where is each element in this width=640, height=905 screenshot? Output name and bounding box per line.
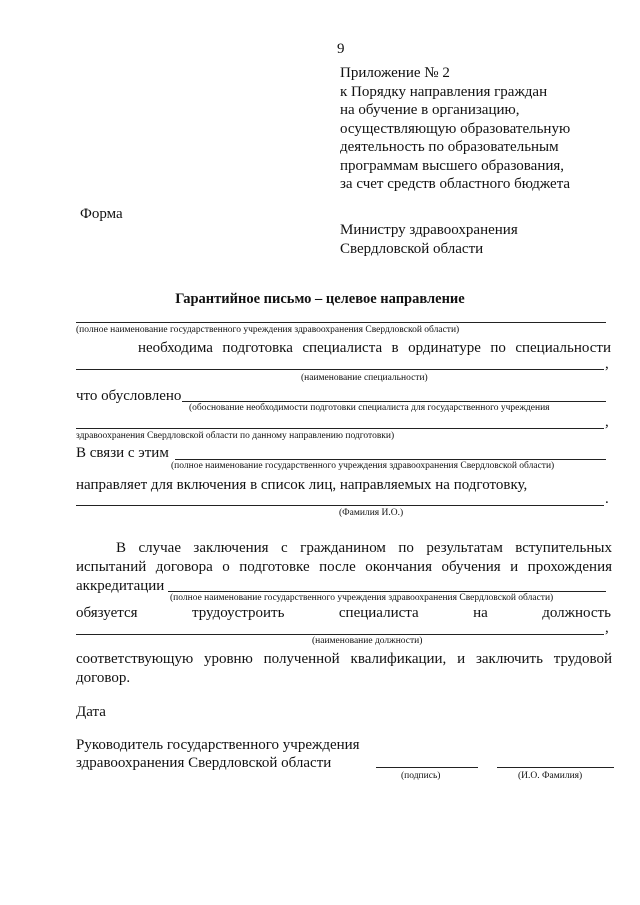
comma: , (605, 414, 609, 430)
hint-justification-2: здравоохранения Свердловской области по данному направлению подготовки) (76, 431, 395, 441)
signature-title-line: Руководитель государственного учреждения (76, 737, 360, 753)
fill-line-name (76, 505, 604, 506)
appendix-line: Приложение № 2 (340, 65, 450, 81)
appendix-line: деятельность по образовательным (340, 139, 559, 155)
period: . (605, 491, 609, 507)
para2-line3: аккредитации (76, 578, 165, 594)
hint-specialty: (наименование специальности) (301, 373, 428, 383)
document-title: Гарантийное письмо – целевое направление (175, 291, 465, 307)
fill-line-position (76, 634, 604, 635)
para2-line2: испытаний договора о подготовке после окончания обучения и прохождения (76, 559, 612, 575)
signature-title (76, 736, 360, 772)
obliges-word: трудоустроить (191, 605, 285, 621)
form-label: Форма (80, 206, 123, 222)
hint-institution-2: (полное наименование государственного учреждения здравоохранения Свердловской области) (171, 461, 555, 471)
hint-justification-1: (обоснование необходимости подготовки специалиста для государственного учреждения (189, 403, 550, 413)
obliges-word: обязуется (76, 605, 138, 621)
obliges-word: на (473, 605, 488, 621)
addressee-line: Министру здравоохранения (340, 222, 518, 238)
hint-position: (наименование должности) (312, 636, 423, 646)
signature-title-line: здравоохранения Свердловской области (76, 755, 332, 771)
comma: , (605, 356, 609, 372)
date-label: Дата (76, 704, 106, 720)
appendix-line: к Порядку направления граждан (340, 83, 548, 100)
addressee-block (340, 221, 518, 259)
comma: , (605, 620, 609, 636)
hint-name: (Фамилия И.О.) (339, 508, 404, 518)
obliges-word: должность (542, 605, 611, 621)
closing-line2: договор. (76, 670, 131, 686)
fill-line-initials (497, 767, 614, 768)
appendix-line: за счет средств областного бюджета (340, 176, 571, 192)
hint-institution: (полное наименование государственного учреждения здравоохранения Свердловской области) (76, 325, 460, 335)
due-to-text: что обусловлено (76, 388, 182, 404)
appendix-line: на обучение в организацию, (340, 102, 520, 118)
fill-line-institution (76, 322, 606, 323)
appendix-line: программам высшего образования, (340, 157, 565, 174)
hint-institution-3: (полное наименование государственного учреждения здравоохранения Свердловской области) (170, 593, 554, 603)
needs-training-text: необходима подготовка специалиста в ординатуре по специальности (138, 340, 611, 356)
fill-line-signature (376, 767, 478, 768)
in-connection-text: В связи с этим (76, 445, 169, 461)
fill-line-specialty (76, 369, 604, 370)
fill-line-justification (182, 401, 606, 402)
hint-initials: (И.О. Фамилия) (518, 771, 583, 781)
fill-line-institution-2 (175, 459, 606, 460)
addressee-line: Свердловской области (340, 241, 484, 257)
closing-line1: соответствующую уровню полученной квалификации, и заключить трудовой (76, 651, 612, 667)
appendix-line: осуществляющую образовательную (340, 120, 571, 137)
fill-line-justification-2 (76, 428, 604, 429)
sends-for-inclusion-text: направляет для включения в список лиц, направляемых на подготовку, (76, 477, 528, 493)
para2-line1: В случае заключения с гражданином по результатам вступительных (116, 540, 612, 556)
obliges-word: специалиста (338, 605, 419, 621)
hint-signature: (подпись) (401, 771, 441, 781)
page-number: 9 (337, 41, 345, 57)
obliges-line (76, 604, 611, 623)
appendix-block (340, 64, 570, 194)
fill-line-institution-3 (168, 591, 606, 592)
